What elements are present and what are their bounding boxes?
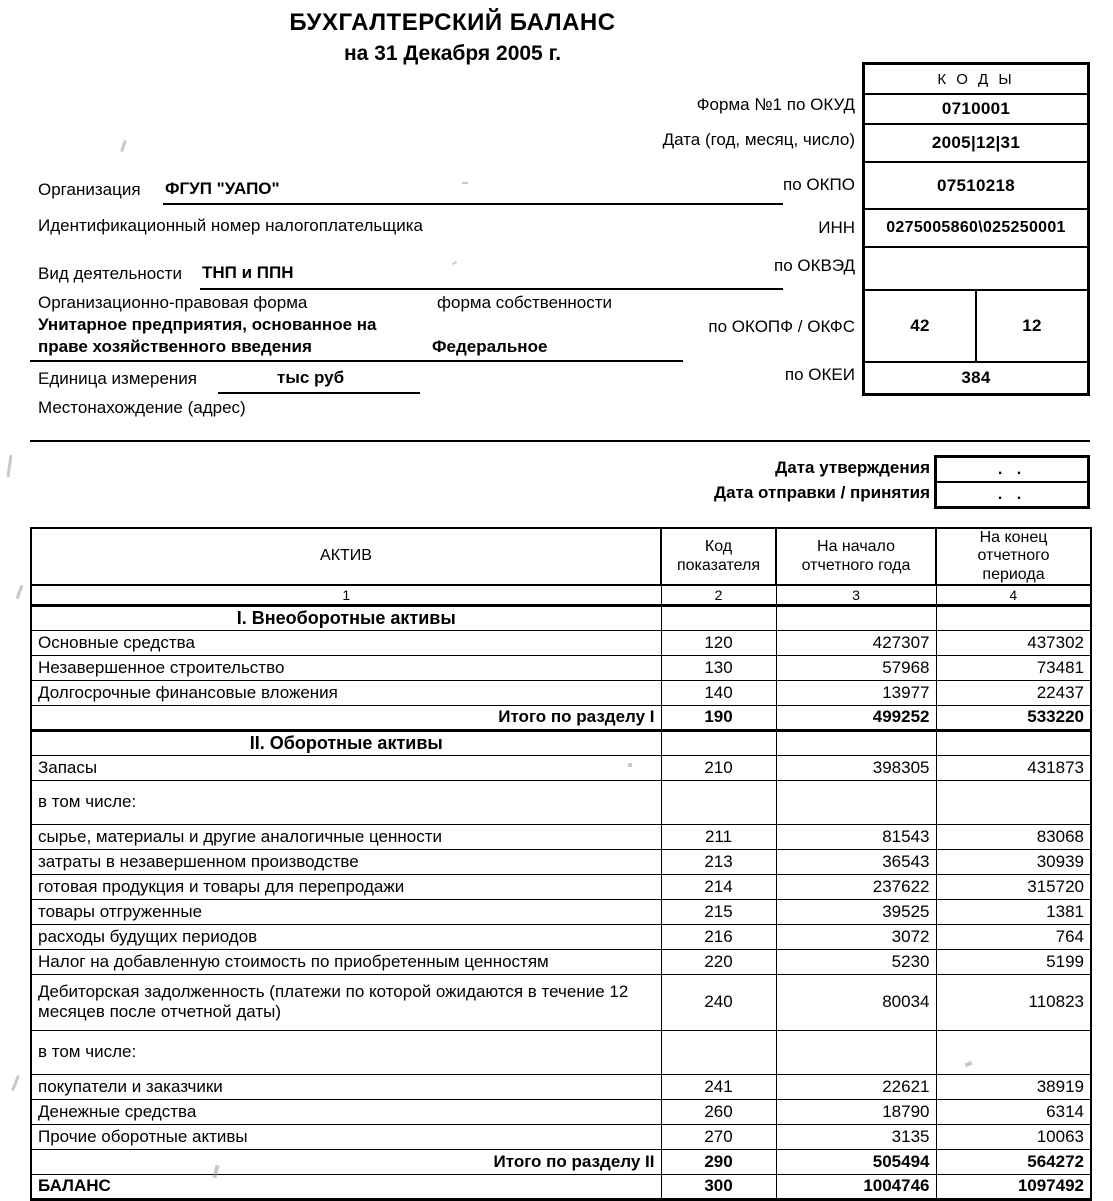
row-value-begin: 3135 [776,1124,936,1149]
table-row [31,949,1091,974]
row-value-begin: 1004746 [776,1174,936,1199]
okopf-value: 42 [865,291,977,361]
okopf-okfs-values [865,291,1087,363]
okved-label: по ОКВЭД [773,256,855,275]
table-subitem-row [31,874,1091,899]
scan-speck [628,763,632,767]
codes-box [862,62,1090,396]
sent-date-value: . . [997,485,1027,503]
row-value-begin: 22621 [776,1074,936,1099]
row-value-end: 764 [936,924,1091,949]
row-code: 260 [661,1099,776,1124]
codes-header: К О Д Ы [865,65,1087,95]
row-code [661,730,776,755]
row-value-end: 6314 [936,1099,1091,1124]
row-value-end [936,605,1091,630]
row-label: Денежные средства [31,1099,661,1124]
okfs-value: 12 [1022,316,1042,335]
row-value-begin: 18790 [776,1099,936,1124]
row-value-end [936,730,1091,755]
row-code: 240 [661,974,776,1030]
header-end-line2: отчетного [977,547,1050,565]
row-label: БАЛАНС [31,1174,661,1199]
table-subheader-row [31,1030,1091,1074]
row-value-end: 10063 [936,1124,1091,1149]
approval-date-value: . . [937,458,1087,483]
table-total-row [31,1149,1091,1174]
table-row [31,655,1091,680]
header-begin-line1: На начало [817,538,895,556]
table-body [31,605,1091,1199]
activity-label: Вид деятельности [38,264,182,283]
row-code: 241 [661,1074,776,1099]
table-row [31,630,1091,655]
row-value-begin: 81543 [776,824,936,849]
row-value-end [936,780,1091,824]
colnum-4: 4 [936,585,1091,605]
row-value-begin: 39525 [776,899,936,924]
table-subitem-row [31,924,1091,949]
row-code: 216 [661,924,776,949]
colnum-3: 3 [776,585,936,605]
okei-label: по ОКЕИ [784,365,855,384]
row-value-begin: 13977 [776,680,936,705]
row-label: Прочие оборотные активы [31,1124,661,1149]
row-value-end: 38919 [936,1074,1091,1099]
unit-rule [218,392,420,394]
section-divider [30,440,1090,442]
row-label: сырье, материалы и другие аналогичные ценности [31,824,661,849]
row-value-end: 533220 [936,705,1091,730]
table-subitem-row [31,899,1091,924]
legal-form-label: Организационно-правовая форма [38,293,308,312]
table-section-header-row [31,605,1091,630]
row-label: затраты в незавершенном производстве [31,849,661,874]
table-header-row [31,528,1091,585]
page-subtitle: на 31 Декабря 2005 г. [343,42,562,65]
row-code: 220 [661,949,776,974]
row-label: Итого по разделу I [31,705,661,730]
row-label: покупатели и заказчики [31,1074,661,1099]
row-value-begin [776,1030,936,1074]
okud-label: Форма №1 по ОКУД [696,95,855,114]
header-begin-line2: отчетного года [801,556,911,574]
date-label: Дата (год, месяц, число) [662,130,855,149]
scan-speck [6,455,12,477]
date-value: 2005|12|31 [865,125,1087,163]
row-code [661,605,776,630]
row-code: 190 [661,705,776,730]
row-value-end: 437302 [936,630,1091,655]
scan-speck [120,140,127,152]
row-label: Долгосрочные финансовые вложения [31,680,661,705]
ownership-form-value: Федеральное [432,337,548,356]
table-section-header-row [31,730,1091,755]
row-code: 215 [661,899,776,924]
row-label: в том числе: [31,780,661,824]
scan-speck [11,1075,20,1091]
balance-table [30,527,1092,1201]
header-code-line2: показателя [676,556,761,574]
row-value-end: 1381 [936,899,1091,924]
row-value-end: 315720 [936,874,1091,899]
ownership-form-label: форма собственности [437,293,613,312]
table-row [31,1099,1091,1124]
row-value-begin [776,605,936,630]
address-label: Местонахождение (адрес) [38,398,246,417]
row-label: товары отгруженные [31,899,661,924]
row-value-begin: 398305 [776,755,936,780]
row-value-begin: 3072 [776,924,936,949]
row-value-end: 1097492 [936,1174,1091,1199]
scan-speck [462,182,468,184]
activity-value: ТНП и ППН [202,263,294,282]
row-value-begin: 505494 [776,1149,936,1174]
row-code: 300 [661,1174,776,1199]
table-subheader-row [31,780,1091,824]
colnum-1: 1 [31,585,661,605]
row-value-end: 83068 [936,824,1091,849]
table-row [31,680,1091,705]
header-aktiv: АКТИВ [31,528,661,585]
row-value-end [936,1030,1091,1074]
inn-value: 0275005860\025250001 [865,210,1087,248]
header-begin [776,528,936,585]
sent-date-label: Дата отправки / принятия [713,483,930,502]
row-code: 211 [661,824,776,849]
table-row [31,974,1091,1030]
row-value-begin [776,730,936,755]
activity-rule [200,288,783,290]
scan-speck [16,585,24,599]
table-total-row [31,705,1091,730]
header-code [661,528,776,585]
header-code-line1: Код [704,538,733,556]
organization-label: Организация [38,180,141,199]
legal-form-value-line2: праве хозяйственного введения [38,337,312,356]
table-subitem-row [31,1074,1091,1099]
row-value-end: 73481 [936,655,1091,680]
row-value-end: 22437 [936,680,1091,705]
row-code: 214 [661,874,776,899]
row-code [661,1030,776,1074]
header-end-line1: На конец [979,529,1048,546]
row-code: 290 [661,1149,776,1174]
row-label: Запасы [31,755,661,780]
legal-form-value-line1: Унитарное предприятия, основанное на [38,315,377,334]
row-value-begin: 237622 [776,874,936,899]
row-value-begin: 80034 [776,974,936,1030]
row-value-end: 30939 [936,849,1091,874]
row-code: 213 [661,849,776,874]
row-value-begin: 5230 [776,949,936,974]
row-code: 120 [661,630,776,655]
okei-value: 384 [961,368,991,387]
row-label: Налог на добавленную стоимость по приобретенным ценностям [31,949,661,974]
row-label: расходы будущих периодов [31,924,661,949]
row-code: 270 [661,1124,776,1149]
inn-code-label: ИНН [818,218,855,237]
row-label: готовая продукция и товары для перепродажи [31,874,661,899]
row-code: 140 [661,680,776,705]
row-value-begin: 36543 [776,849,936,874]
row-value-end: 5199 [936,949,1091,974]
row-value-end: 564272 [936,1149,1091,1174]
row-value-begin: 499252 [776,705,936,730]
header-end [936,528,1091,585]
page-title: БУХГАЛТЕРСКИЙ БАЛАНС [289,9,616,36]
table-subitem-row [31,824,1091,849]
row-value-begin: 427307 [776,630,936,655]
row-label: в том числе: [31,1030,661,1074]
table-balance-row [31,1174,1091,1199]
row-label: Дебиторская задолженность (платежи по которой ожидаются в течение 12 месяцев после отчетной даты) [31,974,661,1030]
row-label: Итого по разделу II [31,1149,661,1174]
row-label: Основные средства [31,630,661,655]
okved-value [865,248,1087,291]
row-code: 210 [661,755,776,780]
okopf-okfs-label: по ОКОПФ / ОКФС [708,317,855,336]
inn-label: Идентификационный номер налогоплательщика [38,216,423,235]
unit-label: Единица измерения [38,369,197,388]
row-value-end: 110823 [936,974,1091,1030]
table-row [31,755,1091,780]
table-row [31,1124,1091,1149]
row-value-begin: 57968 [776,655,936,680]
okud-value: 0710001 [865,95,1087,125]
table-colnum-row [31,585,1091,605]
row-label: Незавершенное строительство [31,655,661,680]
row-label: I. Внеоборотные активы [31,605,661,630]
okpo-label: по ОКПО [783,175,855,194]
row-value-begin [776,780,936,824]
table-subitem-row [31,849,1091,874]
approval-dates-box [934,455,1090,509]
approval-date-label: Дата утверждения [775,458,930,477]
okpo-value: 07510218 [865,163,1087,210]
organization-rule [163,203,783,205]
row-label: II. Оборотные активы [31,730,661,755]
row-value-end: 431873 [936,755,1091,780]
title-block [0,8,905,67]
unit-value: тыс руб [277,368,345,387]
legal-form-rule [30,360,683,362]
colnum-2: 2 [661,585,776,605]
row-code [661,780,776,824]
row-code: 130 [661,655,776,680]
header-end-line3: периода [982,565,1045,583]
organization-value: ФГУП "УАПО" [165,179,280,198]
